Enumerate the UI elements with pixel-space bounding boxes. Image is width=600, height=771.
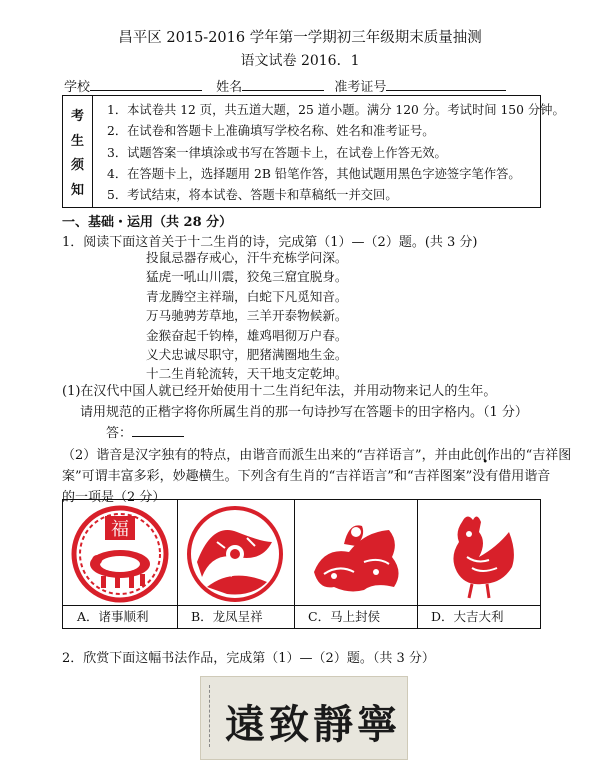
answer-label: 答： (106, 426, 133, 441)
question-1-intro: 1．阅读下面这首关于十二生肖的诗，完成第（1）—（2）题。(共 3 分) (62, 235, 478, 250)
option-c[interactable] (294, 500, 418, 628)
poem-line: 十二生肖轮流转，天干地支定乾坤。 (146, 366, 348, 382)
question-1-2-text-end: 的一项是（2 分） (62, 490, 166, 505)
section-heading: 一、基础・运用（共 28 分） (62, 215, 233, 230)
paper-cut-boar-icon (63, 502, 177, 605)
poem-line: 万马驰骋芳草地，三羊开泰物候新。 (146, 308, 348, 324)
notice-item: 1．本试卷共 12 页，共五道大题，25 道小题。满分 120 分。考试时间 150 分钟。 (107, 103, 565, 117)
paper-cut-horse-monkey-icon (294, 502, 417, 605)
emphasis-dots: 没有 (472, 469, 499, 484)
exam-title: 昌平区 2015-2016 学年第一学期初三年级期末质量抽测 (118, 30, 482, 46)
question-1-2-text-cont: 案”可谓丰富多彩，妙趣横生。下列含有生肖的“吉祥语言”和“吉祥图案”没有借用谐音 (62, 465, 550, 484)
question-2-intro: 2．欣赏下面这幅书法作品，完成第（1）—（2）题。（共 3 分） (62, 651, 435, 666)
exam-notice-box (62, 95, 565, 208)
answer-row (106, 422, 184, 441)
paper-cut-dragon-phoenix-icon (177, 502, 294, 605)
option-b[interactable] (177, 500, 295, 628)
option-label: A．诸事顺利 (63, 605, 177, 628)
exam-subtitle: 语文试卷 2016．1 (240, 53, 360, 69)
calligraphy-inscription (209, 685, 220, 747)
exam-id-field[interactable] (386, 78, 506, 91)
svg-text:福: 福 (111, 519, 129, 540)
notice-item: 3．试题答案一律填涂或书写在答题卡上，在试卷上作答无效。 (107, 145, 447, 160)
question-1-2-text: （2）谐音是汉字独有的特点，由谐音而派生出来的“吉祥语言”，并由此创作出的“吉祥图 (62, 448, 572, 463)
poem-line: 投鼠忌器存戒心，汗牛充栋学问深。 (146, 250, 348, 265)
paper-cut-options-table (62, 499, 541, 629)
option-label: B．龙凤呈祥 (177, 605, 294, 628)
calligraphy-artwork (200, 676, 408, 760)
question-1-1-text: (1)在汉代中国人就已经开始使用十二生肖纪年法，并用动物来记人的生年。 (62, 384, 497, 399)
poem-line: 义犬忠诚尽职守，肥猪满圈地生金。 (146, 347, 348, 363)
option-label: D．大吉大利 (417, 605, 540, 628)
school-field[interactable] (90, 78, 202, 91)
question-1-1-instruction: 请用规范的正楷字将你所属生肖的那一句诗抄写在答题卡的田字格内。（1 分） (80, 405, 528, 420)
notice-label: 考 生 须 知 (63, 96, 93, 207)
option-d[interactable] (417, 500, 540, 628)
name-field[interactable] (242, 78, 324, 91)
answer-blank[interactable] (132, 424, 184, 437)
option-a[interactable] (63, 500, 178, 628)
notice-item: 4．在答题卡上，选择题用 2B 铅笔作答，其他试题用黑色字迹签字笔作答。 (107, 166, 521, 181)
poem-line: 猛虎一吼山川震，狡兔三窟宜脱身。 (146, 269, 348, 285)
paper-cut-rooster-icon (417, 502, 540, 605)
notice-item: 2．在试卷和答题卡上准确填写学校名称、姓名和准考证号。 (107, 124, 435, 139)
zodiac-poem (146, 248, 348, 384)
notice-items (107, 100, 565, 206)
notice-item: 5．考试结束，将本试卷、答题卡和草稿纸一并交回。 (107, 188, 398, 203)
poem-line: 青龙腾空主祥瑞，白蛇下凡觅知音。 (146, 288, 348, 304)
exam-id-label: 准考证号 (334, 80, 387, 95)
school-label: 学校 (64, 80, 91, 95)
student-info-row (64, 76, 506, 95)
calligraphy-text: 寧靜致遠 (225, 701, 401, 748)
poem-line: 金猴奋起千钧棒，雄鸡唱彻万户春。 (146, 327, 348, 343)
name-label: 姓名 (216, 80, 243, 95)
option-label: C．马上封侯 (294, 605, 417, 628)
